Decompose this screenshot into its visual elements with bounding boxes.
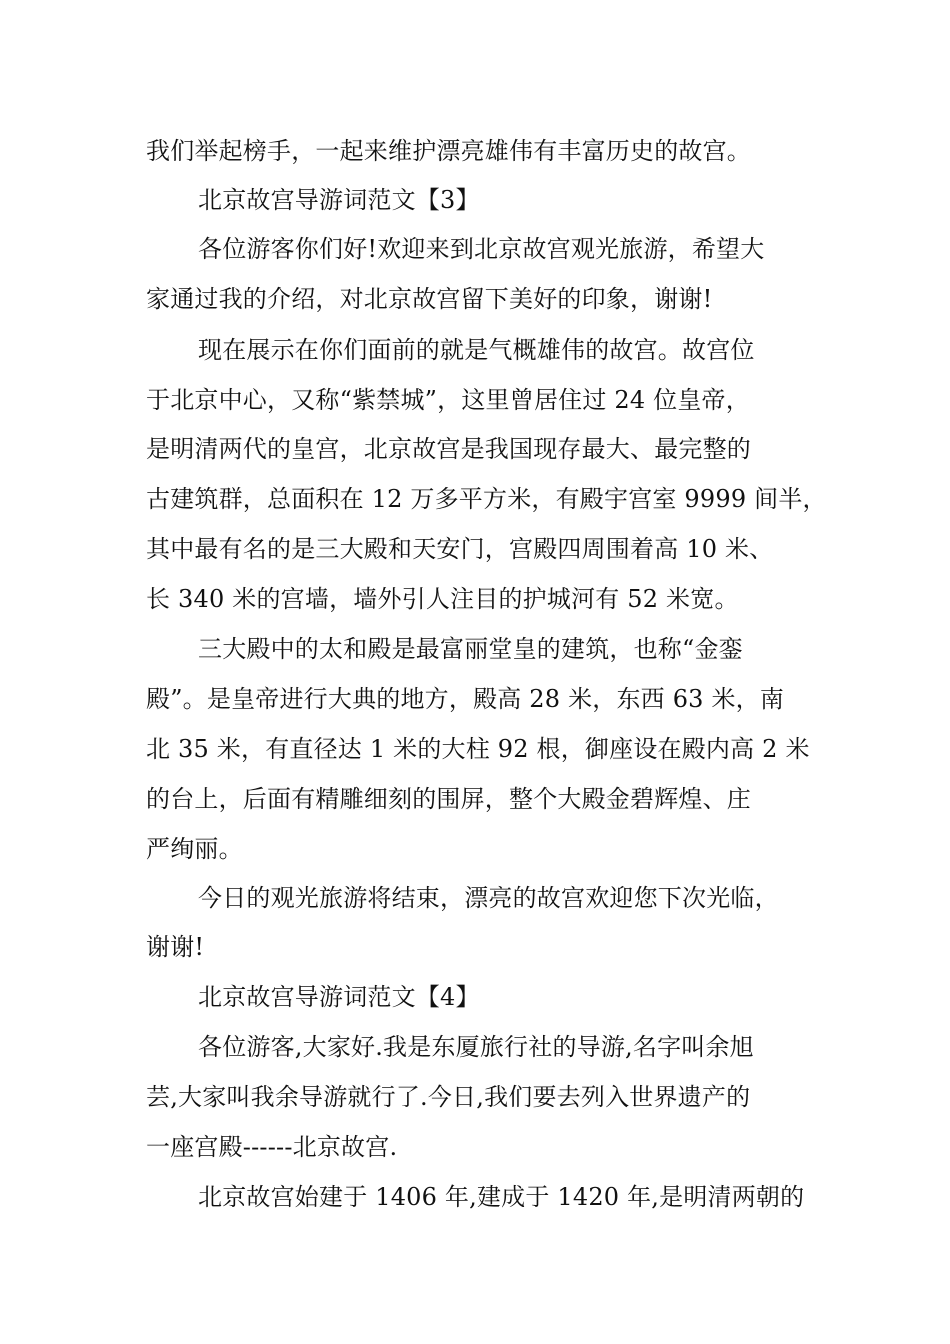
paragraph-line: 是明清两代的皇宫，北京故宫是我国现存最大、最完整的 [146,435,751,463]
section-heading: 北京故宫导游词范文【3】 [198,186,480,214]
paragraph-line: 三大殿中的太和殿是最富丽堂皇的建筑，也称“金銮 [198,635,743,663]
paragraph-line: 于北京中心，又称“紫禁城”，这里曾居住过 24 位皇帝， [146,386,750,414]
paragraph-line: 殿”。是皇帝进行大典的地方，殿高 28 米，东西 63 米，南 [146,685,785,713]
paragraph-line: 我们举起榜手，一起来维护漂亮雄伟有丰富历史的故宫。 [146,137,751,165]
paragraph-line: 严绚丽。 [146,835,243,863]
paragraph-line: 古建筑群，总面积在 12 万多平方米，有殿宇宫室 9999 间半， [146,485,827,513]
paragraph-line: 长 340 米的宫墙，墙外引人注目的护城河有 52 米宽。 [146,585,739,613]
paragraph-line: 芸,大家叫我余导游就行了.今日,我们要去列入世界遗产的 [146,1083,751,1111]
paragraph-line: 一座宫殿------北京故宫. [146,1133,398,1161]
paragraph-line: 北 35 米，有直径达 1 米的大柱 92 根，御座设在殿内高 2 米 [146,735,810,763]
paragraph-line: 现在展示在你们面前的就是气概雄伟的故宫。故宫位 [198,336,755,364]
paragraph-line: 今日的观光旅游将结束，漂亮的故宫欢迎您下次光临， [198,884,779,912]
paragraph-line: 北京故宫始建于 1406 年,建成于 1420 年,是明清两朝的 [198,1183,805,1211]
paragraph-line: 其中最有名的是三大殿和天安门，宫殿四周围着高 10 米、 [146,535,774,563]
section-heading: 北京故宫导游词范文【4】 [198,983,480,1011]
paragraph-line: 各位游客,大家好.我是东厦旅行社的导游,名字叫余旭 [198,1033,754,1061]
paragraph-line: 各位游客你们好!欢迎来到北京故宫观光旅游，希望大 [198,235,765,263]
paragraph-line: 家通过我的介绍，对北京故宫留下美好的印象，谢谢! [146,285,713,313]
paragraph-line: 谢谢! [146,933,205,961]
paragraph-line: 的台上，后面有精雕细刻的围屏，整个大殿金碧辉煌、庄 [146,785,751,813]
